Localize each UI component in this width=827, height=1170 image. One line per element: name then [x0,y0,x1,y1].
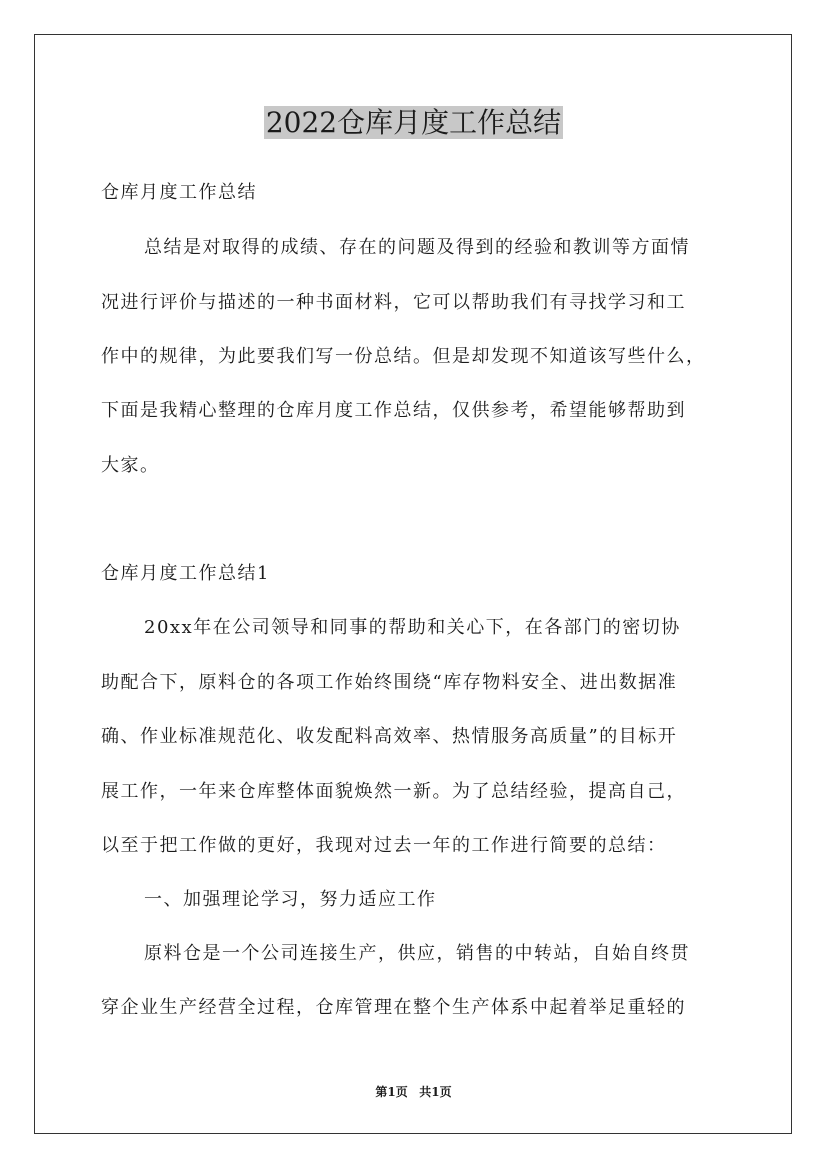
intro-line: 作中的规律，为此要我们写一份总结。但是却发现不知道该写些什么， [101,346,706,367]
intro-line: 大家。 [101,455,160,476]
section-heading: 仓库月度工作总结1 [101,563,270,584]
body-line: 展工作，一年来仓库整体面貌焕然一新。为了总结经验，提高自己， [101,781,686,802]
document-title-text: 2022仓库月度工作总结 [265,106,562,139]
document-title [0,103,827,143]
intro-line: 下面是我精心整理的仓库月度工作总结，仅供参考，希望能够帮助到 [101,400,686,421]
document-subtitle: 仓库月度工作总结 [101,182,257,203]
intro-line: 况进行评价与描述的一种书面材料，它可以帮助我们有寻找学习和工 [101,292,686,313]
intro-line: 总结是对取得的成绩、存在的问题及得到的经验和教训等方面情 [144,237,690,258]
page-footer [0,1084,827,1100]
body-line: 20xx年在公司领导和同事的帮助和关心下，在各部门的密切协 [144,617,681,638]
body-line: 原料仓是一个公司连接生产，供应，销售的中转站，自始自终贯 [144,943,690,964]
body-line: 穿企业生产经营全过程，仓库管理在整个生产体系中起着举足重轻的 [101,997,686,1018]
page-number: 第1页 [375,1085,408,1099]
body-line: 确、作业标准规范化、收发配料高效率、热情服务高质量”的目标开 [101,726,678,747]
body-line: 以至于把工作做的更好，我现对过去一年的工作进行简要的总结： [101,835,667,856]
page-total: 共1页 [419,1085,452,1099]
body-line: 助配合下，原料仓的各项工作始终围绕“库存物料安全、进出数据准 [101,672,678,693]
subheading: 一、加强理论学习，努力适应工作 [144,889,437,910]
